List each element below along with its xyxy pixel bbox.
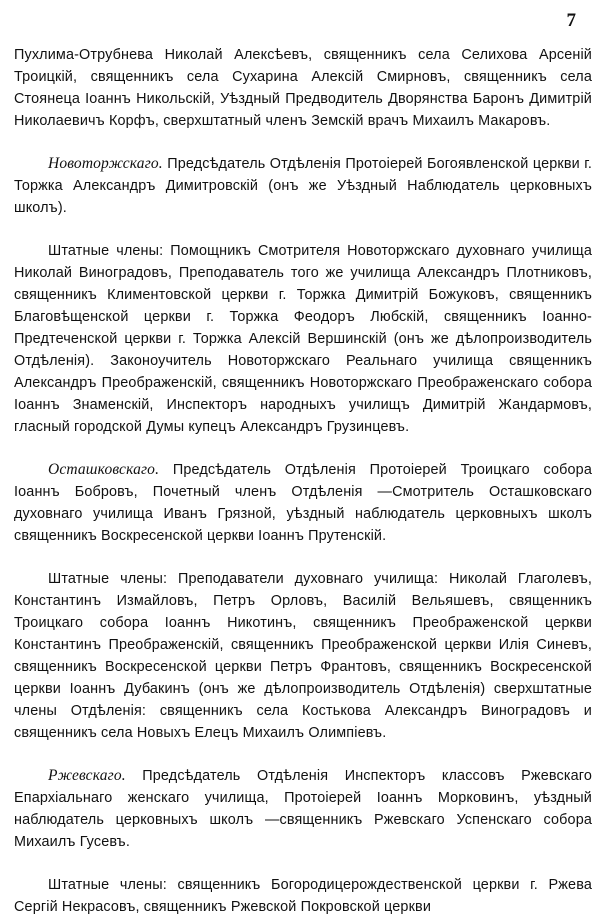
section-heading-ostashkovskago: Осташковскаго.	[48, 461, 160, 478]
paragraph-text: Пухлима-Отрубнева Николай Алексѣевъ, священникъ села Селихова Арсенiй Троицкiй, священникъ села Сухарина Алексiй Смирновъ, священникъ села Стоянеца Iоаннъ Никольскiй, Уѣздный Предводитель Дворянства Баронъ Димитрiй Николаевичъ Корфъ, сверхштатный членъ Земскiй врачъ Михаилъ Макаровъ.	[14, 47, 592, 129]
paragraph-text: Предсѣдатель Отдѣленiя Инспекторъ классовъ Ржевскаго Епархiальнаго женскаго училища, Протоiерей Iоаннъ Морковинъ, уѣздный наблюдатель церковныхъ школъ —священникъ Ржевскаго Успенскаго собора Михаилъ Гусевъ.	[14, 768, 592, 850]
paragraph-6	[14, 765, 592, 853]
paragraph-7	[14, 874, 592, 918]
paragraph-2	[14, 153, 592, 219]
paragraph-text: Предсѣдатель Отдѣленiя Протоiерей Троицкаго собора Iоаннъ Бобровъ, Почетный членъ Отдѣленiя —Смотритель Осташковскаго духовнаго училища Иванъ Грязной, уѣздный наблюдатель церковныхъ школъ священникъ Воскресенской церкви Iоаннъ Прутенскiй.	[14, 462, 592, 544]
paragraph-3	[14, 240, 592, 438]
paragraph-text: Штатные члены: Преподаватели духовнаго училища: Николай Глаголевъ, Константинъ Измайловъ, Петръ Орловъ, Василiй Вельяшевъ, священникъ Троицкаго собора Iоаннъ Никотинъ, священникъ Преображенской церкви Константинъ Преображенскiй, священникъ Преображенской церкви Илiя Синевъ, священникъ Воскресенской церкви Петръ Франтовъ, священникъ Воскресенской церкви Iоаннъ Дубакинъ (онъ же дѣлопроизводитель Отдѣленiя) сверхштатные члены Отдѣленiя: священникъ села Костькова Александръ Виноградовъ и священникъ села Новыхъ Елецъ Михаилъ Олимпiевъ.	[14, 571, 592, 741]
section-heading-novotorzhskago: Новоторжскаго.	[48, 155, 163, 172]
paragraph-text: Штатные члены: Помощникъ Смотрителя Новоторжскаго духовнаго училища Николай Виноградовъ, Преподаватель того же училища Александръ Плотниковъ, священникъ Климентовской церкви г. Торжка Димитрiй Божуковъ, священникъ Благовѣщенской церкви г. Торжка Феодоръ Любскiй, священникъ Iоанно-Предтеченской церкви г. Торжка Алексiй Вершинскiй (онъ же дѣлопроизводитель Отдѣленiя). Законоучитель Новоторжскаго Реальнаго училища священникъ Александръ Преображенскiй, священникъ Новоторжскаго Преображенскаго собора Iоаннъ Знаменскiй, Инспекторъ народныхъ училищъ Димитрiй Жандармовъ, гласный городской Думы купецъ Александръ Грузинцевъ.	[14, 243, 592, 435]
document-body	[14, 44, 592, 918]
page-number: 7	[566, 10, 576, 31]
paragraph-text: Предсѣдатель Отдѣленiя Протоiерей Богоявленской церкви г. Торжка Александръ Димитровскiй (онъ же Уѣздный Наблюдатель церковныхъ школъ).	[14, 156, 592, 216]
paragraph-5	[14, 568, 592, 744]
section-heading-rzhevskago: Ржевскаго.	[48, 767, 126, 784]
paragraph-text: Штатные члены: священникъ Богородицерождественской церкви г. Ржева Сергiй Некрасовъ, священникъ Ржевской Покровской церкви	[14, 877, 592, 915]
paragraph-1	[14, 44, 592, 132]
paragraph-4	[14, 459, 592, 547]
